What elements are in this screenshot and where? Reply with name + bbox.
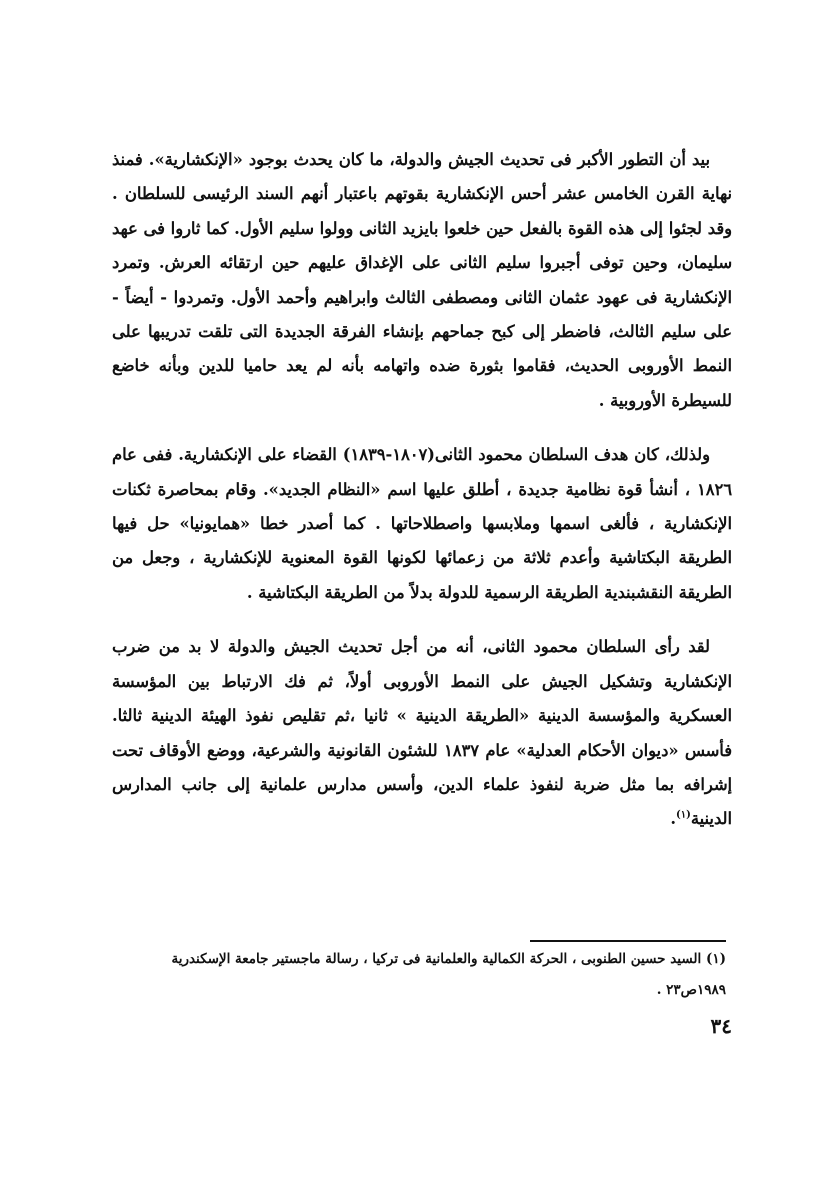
footnote-reference: (١)	[676, 809, 691, 821]
paragraph-modernization	[112, 630, 732, 836]
paragraph-end-period: .	[670, 809, 677, 829]
footnote-line: (١) السيد حسين الطنوبى ، الحركة الكمالية والعلمانية فى تركيا ، رسالة ماجستير جامعة الإسكندرية	[171, 951, 726, 967]
paragraph-mahmud-reforms: ولذلك، كان هدف السلطان محمود الثانى(١٨٠٧-١٨٣٩) القضاء على الإنكشارية. ففى عام ١٨٢٦ ، أنشأ قوة نظامية جديدة ، أطلق عليها اسم «النظام الجديد». وقام بمحاصرة ثكنات الإنكشارية ، فألغى اسمها وملابسها واصطلاحاتها . كما أصدر خطا «همايونيا» حل فيها الطريقة البكتاشية وأعدم ثلاثة من زعمائها لكونها القوة المعنوية للإنكشارية ، وجعل من الطريقة النقشبندية الطريقة الرسمية للدولة بدلاً من الطريقة البكتاشية .	[112, 445, 732, 602]
paragraph-janissaries-history: بيد أن التطور الأكبر فى تحديث الجيش والدولة، ما كان يحدث بوجود «الإنكشارية». فمنذ نهاية القرن الخامس عشر أحس الإنكشارية بقوتهم باعتبار أنهم السند الرئيسى للسلطان . وقد لجئوا إلى هذه القوة بالفعل حين خلعوا بايزيد الثانى وولوا سليم الأول. كما ثاروا فى عهد سليمان، وحين توفى أجبروا سليم الثانى على الإغداق عليهم حين ارتقائه العرش. وتمرد الإنكشارية فى عهود عثمان الثانى ومصطفى الثالث وابراهيم وأحمد الأول. وتمردوا - أيضاً - على سليم الثالث، فاضطر إلى كبح جماحهم بإنشاء الفرقة الجديدة التى تلقت تدريبها على النمط الأوروبى الحديث، فقاموا بثورة ضده واتهامه بأنه لم يعد حاميا للدين وبأنه خاضع للسيطرة الأوروبية .	[112, 150, 732, 410]
page-number: ٣٤	[710, 1014, 732, 1038]
paragraph-modernization-text: لقد رأى السلطان محمود الثانى، أنه من أجل تحديث الجيش والدولة لا بد من ضرب الإنكشارية وتشكيل الجيش على النمط الأوروبى أولاً، ثم فك الارتباط بين المؤسسة العسكرية والمؤسسة الدينية «الطريقة الدينية » ثانيا ،ثم تقليص نفوذ الهيئة الدينية ثالثا. فأسس «ديوان الأحكام العدلية» عام ١٨٣٧ للشئون القانونية والشرعية، ووضع الأوقاف تحت إشرافه بما مثل ضربة لنفوذ علماء الدين، وأسس مدارس علمانية إلى جانب المدارس الدينية	[112, 637, 732, 829]
body-text	[112, 143, 732, 857]
footnote-line-continuation: ١٩٨٩ص٢٣ .	[656, 982, 726, 998]
footnote-separator	[530, 940, 726, 942]
